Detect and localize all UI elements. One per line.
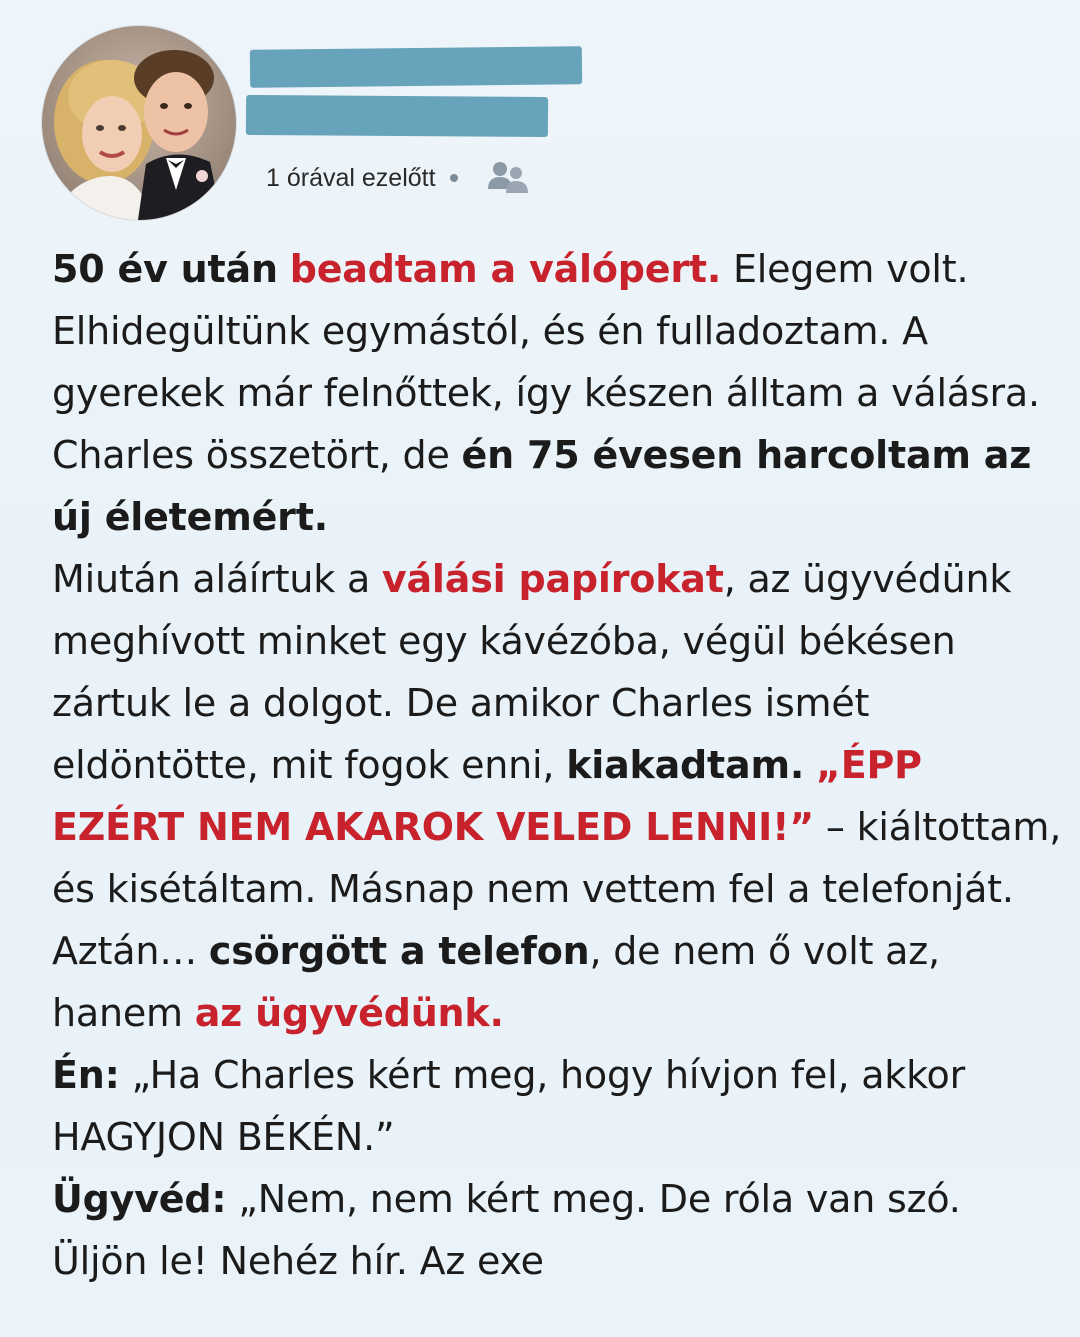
story-paragraph-4 [52,1168,1062,1292]
couple-photo [42,26,236,220]
dialogue-speaker: Én: [52,1053,120,1097]
friends-icon[interactable] [486,159,530,197]
story-text: , az ügyvédünk meghívott minket egy kávézóba, végül békésen zártuk le a dolgot. De amikor Charles ismét eldöntötte, mit fogok enni, [52,557,1012,787]
story-text: Miután aláírtuk a [52,557,382,601]
avatar[interactable] [42,26,236,220]
story-text [278,247,290,291]
separator-dot [450,174,458,182]
story-text: csörgött a telefon [208,929,590,973]
post-meta [266,158,530,198]
story-paragraph-3 [52,1044,1062,1168]
post-body [52,238,1062,1292]
story-text: Elegem volt. Elhidegültünk egymástól, és én fulladoztam. A gyerekek már felnőttek, így készen álltam a válásra. Charles összetört, de [52,247,1040,477]
story-text: , de nem ő volt az, hanem [52,929,940,1035]
redacted-name [250,46,582,87]
story-highlight: beadtam a válópert. [289,247,722,291]
story-highlight: az ügyvédünk. [194,991,504,1035]
dialogue-text: „Nem, nem kért meg. De róla van szó. Üljön le! Nehéz hír. Az exe [52,1177,961,1283]
story-text [804,743,816,787]
story-highlight: „ÉPP EZÉRT NEM AKAROK VELED LENNI!” [52,743,922,849]
story-text: 50 év után [52,247,278,291]
story-paragraph-2 [52,548,1062,1044]
post-timestamp[interactable]: 1 órával ezelőtt [266,163,436,192]
dialogue-text: „Ha Charles kért meg, hogy hívjon fel, akkor HAGYJON BÉKÉN.” [52,1053,966,1159]
story-text: én 75 évesen harcoltam az új életemért. [52,433,1032,539]
story-text: kiakadtam. [566,743,805,787]
story-highlight: válási papírokat [381,557,724,601]
dialogue-speaker: Ügyvéd: [52,1177,227,1221]
story-paragraph-1 [52,238,1062,548]
story-text: – kiáltottam, és kisétáltam. Másnap nem vettem fel a telefonját. Aztán… [52,805,1062,973]
post-header [0,0,1080,230]
redacted-subtitle [246,95,548,137]
